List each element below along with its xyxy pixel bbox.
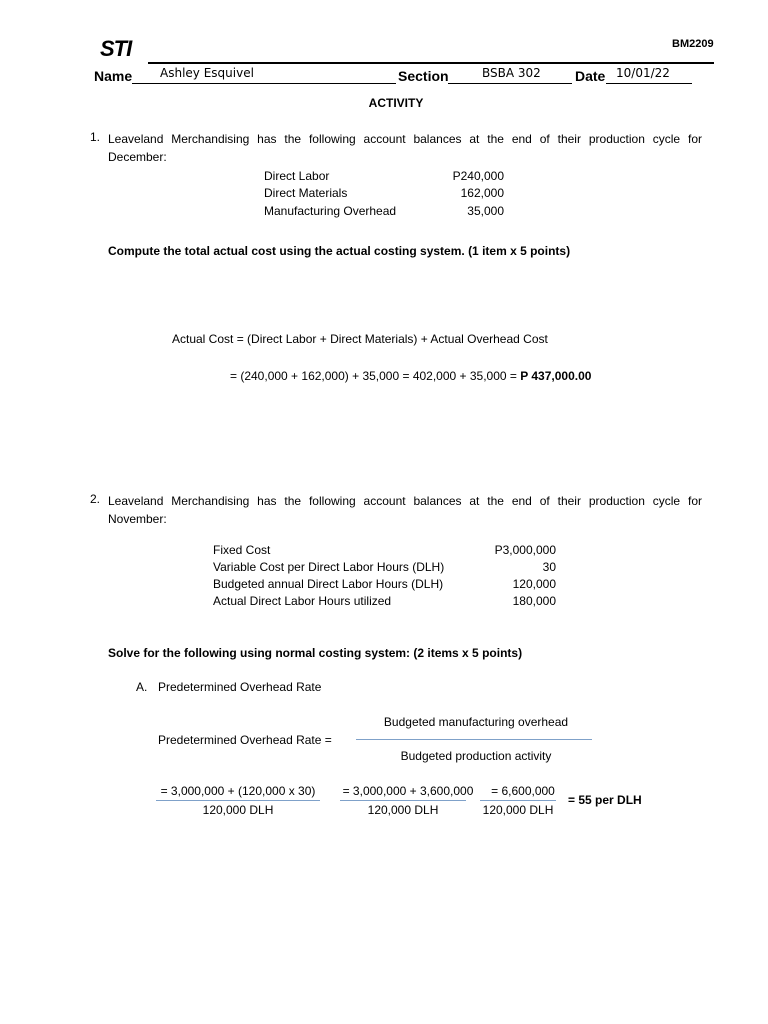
part-a-result: = 55 per DLH — [568, 793, 642, 807]
q2-item-value: 180,000 — [512, 594, 556, 608]
formula-label: Predetermined Overhead Rate = — [158, 733, 332, 747]
q1-item-label: Direct Materials — [264, 186, 348, 200]
q2-text-line2: November: — [108, 512, 167, 526]
formula-fraction-bar — [356, 739, 592, 740]
q1-answer-calc-text: = (240,000 + 162,000) + 35,000 = 402,000 + 35,000 = — [230, 369, 521, 383]
name-underline — [132, 83, 396, 84]
q1-item-value: 162,000 — [460, 186, 504, 200]
formula-denominator: Budgeted production activity — [400, 749, 552, 763]
q2-item-label: Budgeted annual Direct Labor Hours (DLH) — [213, 577, 444, 591]
q1-item-value: 35,000 — [467, 204, 504, 218]
q2-item-value: P3,000,000 — [494, 543, 556, 557]
q2-item-value: 120,000 — [512, 577, 556, 591]
q1-text-line2: December: — [108, 150, 167, 164]
q2-item-label: Fixed Cost — [213, 543, 271, 557]
q1-number: 1. — [90, 130, 101, 144]
step3-denominator: 120,000 DLH — [482, 803, 554, 817]
part-a-title: Predetermined Overhead Rate — [158, 680, 322, 694]
q1-item-label: Direct Labor — [264, 169, 330, 183]
formula-numerator: Budgeted manufacturing overhead — [383, 715, 569, 729]
name-value[interactable]: Ashley Esquivel — [160, 66, 254, 80]
step2-numerator: = 3,000,000 + 3,600,000 — [342, 784, 474, 798]
q1-text — [108, 130, 702, 166]
page-title: ACTIVITY — [368, 96, 424, 110]
section-label: Section — [398, 68, 449, 84]
q1-answer-result: P 437,000.00 — [520, 369, 592, 383]
step1-denominator: 120,000 DLH — [202, 803, 274, 817]
q1-text-line1: Leaveland Merchandising has the following account balances at the end of their production cycle for — [108, 132, 702, 146]
document-code: BM2209 — [672, 38, 714, 50]
date-value[interactable]: 10/01/22 — [616, 66, 670, 80]
date-label: Date — [575, 68, 606, 84]
header-rule — [148, 62, 714, 64]
q1-item-value: P240,000 — [452, 169, 504, 183]
sti-logo: STI — [100, 36, 132, 61]
step3-numerator: = 6,600,000 — [491, 784, 555, 798]
q2-instruction: Solve for the following using normal costing system: (2 items x 5 points) — [108, 646, 523, 660]
section-value[interactable]: BSBA 302 — [482, 66, 541, 80]
q2-item-value: 30 — [542, 560, 556, 574]
step1-numerator: = 3,000,000 + (120,000 x 30) — [160, 784, 316, 798]
step2-fraction-bar — [340, 800, 466, 801]
date-underline — [606, 83, 692, 84]
q2-text-line1: Leaveland Merchandising has the following account balances at the end of their production cycle for — [108, 494, 702, 508]
q1-instruction: Compute the total actual cost using the actual costing system. (1 item x 5 points) — [108, 244, 571, 258]
q1-answer-calc — [230, 369, 591, 383]
part-a-letter: A. — [136, 680, 148, 694]
step1-fraction-bar — [156, 800, 320, 801]
step3-fraction-bar — [480, 800, 556, 801]
q2-item-label: Actual Direct Labor Hours utilized — [213, 594, 392, 608]
section-underline — [448, 83, 572, 84]
q1-answer-formula: Actual Cost = (Direct Labor + Direct Materials) + Actual Overhead Cost — [172, 332, 548, 346]
q2-text — [108, 492, 702, 528]
q2-number: 2. — [90, 492, 101, 506]
name-label: Name — [94, 68, 133, 84]
q1-item-label: Manufacturing Overhead — [264, 204, 397, 218]
q2-item-label: Variable Cost per Direct Labor Hours (DLH) — [213, 560, 445, 574]
step2-denominator: 120,000 DLH — [367, 803, 439, 817]
